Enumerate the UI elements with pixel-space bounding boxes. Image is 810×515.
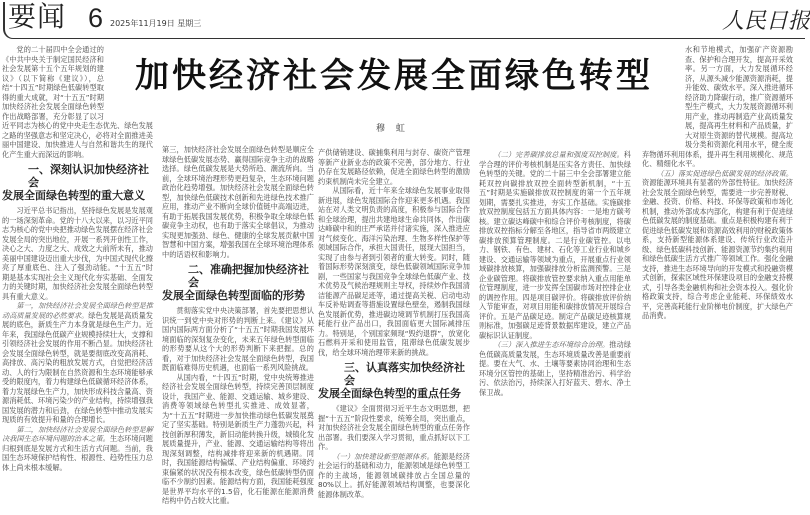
column-1 — [2, 45, 153, 472]
masthead-logo: 人民日报 — [722, 9, 810, 34]
paragraph: 《建议》全面贯彻习近平生态文明思想，把握“十五五”阶段性要求，统筹全局，突出重点，对加快经济社会发展全面绿色转型的重点任务作出部署。我们要深入学习贯彻，重点抓好以下工作。 — [318, 404, 470, 451]
page-number: 6 — [88, 3, 104, 33]
intro-paragraph: 党的二十届四中全会通过的《中共中央关于制定国民经济和社会发展第十五个五年规划的建议》（以下简称《建议》），总结“十四五”时期绿色低碳转型取得的重大成就，对“十五五”时期加快经济社会发展全面绿色转型作出战略部署，充分彰显了以习近平同志为核心的党中央走生态优先、绿色发展之路的坚强意志和坚定决心，必将对全面推进美丽中国建设、加快推进人与自然和谐共生的现代化产生重大而深远的影响。 — [2, 45, 153, 159]
article-title: 加快经济社会发展全面绿色转型 — [135, 56, 653, 96]
paragraph: 第一，加快经济社会发展全面绿色转型是推动高质量发展的必然要求。绿色发展是高质量发展的底色，新质生产力本身就是绿色生产力。近年来，我国绿色低碳产业规模持续壮大，支撑和引领经济社会发展的作用不断凸显。加快经济社会发展全面绿色转型，就是要彻底改变高消耗、高排放、高污染的粗放发展方式，自觉把经济活动、人的行为限制在自然资源和生态环境能够承受的限度内，着力构建绿色低碳循环经济体系，着力发展绿色生产力，加快形成科技含量高、资源消耗低、环境污染少的产业结构，持续增强我国发展的潜力和后劲，在绿色转型中推动发展实现质的有效提升和量的合理增长。 — [2, 301, 153, 424]
section-name: 要闻 — [8, 0, 67, 33]
paragraph: （五）落实促进绿色低碳发展的经济政策。资源能源环境具有显著的外部性特征。加快经济社会发展全面绿色转型，需要进一步完善财税、金融、投资、价格、科技、环保等政策和市场化机制，推动外部成本内部化，构建有利于促进绿色低碳发展的制度基础。重点是积极构建有利于促进绿色低碳发展和资源高效利用的财税政策体系，支持新型能源体系建设、传统行业改造升级、绿色低碳科技创新、能源资源节约集约利用和绿色低碳生活方式推广等领域工作。强化金融支持，推进生态环境导向的开发模式和投融资模式创新，探索区域性环保建设项目的金融支持模式，引导各类金融机构和社会资本投入。强化价格政策支持，综合考虑企业能耗、环保绩效水平，完善高耗能行业阶梯电价制度，扩大绿色产品消费。 — [642, 168, 793, 320]
paragraph: 产供储销建设、碳捕集利用与封存、碳资产管理等新产业新业态的政策不完善，部分地方、行业仍存在发展路径依赖，促进全面绿色转型的激励约束机制尚未完全建立。 — [318, 148, 470, 186]
paragraph: 贯彻落实党中央决策部署，首先要把思想认识统一到党中央对形势的判断上来。《建议》从国内国际两方面分析了“十五五”时期我国发展环境面临的深刻复杂变化，未来五年绿色转型面临的形势要从这个大的形势判断下来把握。总的看，对于加快经济社会发展全面绿色转型，我国既面临难得历史机遇，也面临一系列风险挑战。 — [162, 306, 314, 372]
paragraph: 水和节地模式，加强矿产资源勘查、保护和合理开发，提高开采效率。另一方面，大力发展循环经济，从源头减少能源资源消耗，提升能效、碳效水平。深入推进循环经济助力降碳行动，推广资源循环型生产模式，大力发展资源循环利用产业，推动再制造产业高质量发展，提高再生材料和产品质量，扩大对原生资源的替代规模。提高垃圾分类和资源化利用水平，健全废弃物循环利用体系，提升再生利用规模化、规范化、精细化水平。 — [642, 45, 793, 168]
paragraph: （二）完善碳排放总量和强度双控制度。科学合理的评价考核机制是压实各方责任、加快绿色转型的关键。党的二十届三中全会部署建立能耗双控向碳排放双控全面转型新机制，“十五五”时期是实施碳排放双控制度的第一个五年规划期，需要扎实推进，夯实工作基础。实施碳排放双控制度包括五方面具体内容：一是地方碳考核。建立碳达峰碳中和综合评价考核制度，将碳排放双控指标分解至各地区，指导省市两级建立碳排放预算管理制度。二是行业碳管控。以电力、钢铁、有色、建材、石化等工业行业和城乡建设、交通运输等领域为重点，开展重点行业领域碳排放核算，加强碳排放分析监测预警。三是企业碳管理。将碳排放管控要求纳入重点用能单位管理制度，进一步发挥全国碳市场对控排企业的调控作用。四是项目碳评价。将碳排放评价纳入节能审查，对项目用能和碳排放情况开展综合评价。五是产品碳足迹。制定产品碳足迹核算规则标准，加强碳足迹背景数据库建设，建立产品碳标识认证制度。 — [479, 150, 631, 340]
paragraph: （三）深入推进生态环境综合治理。推动绿色低碳高质量发展，生态环境质量改善是重要前提。要在大气、水、土壤等要素协同治理和生态环境分区管控的基础上，坚持精准治污、科学治污、依法治污，持续深入打好蓝天、碧水、净土保卫战。 — [479, 340, 631, 397]
paragraph: 第三，加快经济社会发展全面绿色转型是顺应全球绿色低碳发展态势、赢得国际竞争主动的战略选择。绿色低碳发展是大势所趋、潮流所向。当前，全球环境治理形势更趋复杂，生态环境问题政治化趋势增强。加快经济社会发展全面绿色转型，加快绿色低碳技术创新和先进绿色技术推广应用，推动产业不断向全球价值链中高端迈进，有助于拓展我国发展优势，积极争取全球绿色低碳竞争主动权，也有助于落实全球倡议，为推动实现更加强劲、绿色、健康的全球发展贡献中国智慧和中国方案，增强我国在全球环境治理体系中的话语权和影响力。 — [162, 145, 314, 259]
paragraph: 从国内看，“十四五”时期，党中央统筹推进经济社会发展全面绿色转型，持续完善顶层制度设计，我国产业、能源、交通运输、城乡建设、消费等领域绿色转型扎实推进、成效显著，为“十五五”时期进一步加快推动绿色低碳发展奠定了坚实基础。特别是新质生产力蓬勃兴起，科技创新厚积薄发，新旧动能转换升级，城镇化发展质量提升，产业、能源、交通运输结构等将出现深刻调整，结构减排将迎来新的机遇期。同时，我国能源结构偏煤、产业结构偏重、环境约束偏紧的状况没有根本改变，绿色低碳转型仍面临不少制约因素。能源结构方面，我国能耗强度是世界平均水平的1.5倍，化石能源在能源消费结构中仍占较大比重。 — [162, 372, 314, 505]
paragraph: 第二，加快经济社会发展全面绿色转型是解决我国生态环境问题的治本之策。生态环境问题归根到底是发展方式和生活方式问题。当前，我国生态环境保护结构性、根源性、趋势性压力总体上尚未根本缓解。 — [2, 424, 153, 472]
paragraph: 从国际看，近十年来全球绿色发展事业取得新进展，绿色发展国际合作迎来更多机遇。我国站在对人类文明负责的高度，积极参与国际合作和全球治理，提出共建地球生命共同体，作出碳达峰碳中和的庄严承诺并付诸实施，深入推进应对气候变化、海洋污染治理、生物多样性保护等领域国际合作，承担大国责任，展现大国担当，实现了由参与者到引领者的重大转变。同时，随着国际形势深刻演变，绿色低碳领域国际竞争加剧，一些国家与我国竞争全球绿色低碳产业、技术优势及气候治理规则主导权，持续炒作我国清洁能源产品碳足迹等，通过提高关税、启动电动车反补贴调查等措施设置绿色壁垒，遏制我国绿色发展新优势，推进碳边境调节机制打压我国高耗能行业产品出口，我国面临更大国际减排压力。特别是，个别国家频现“毁约退群”，放宽化石燃料开采和使用监管，阻滞绿色低碳发展步伐，给全球环境治理带来新的挑战。 — [318, 186, 470, 357]
section-heading-2: 二、准确把握加快经济社会 发展全面绿色转型面临的形势 — [162, 263, 309, 302]
section-heading-3: 三、认真落实加快经济社会 发展全面绿色转型的重点任务 — [318, 361, 465, 400]
column-5 — [642, 45, 793, 321]
issue-date: 2025年11月19日 星期三 — [110, 19, 202, 28]
paragraph: （一）加快建设新型能源体系。能源是经济社会运行的基础和动力，能源领域是绿色转型工作的主战场，能源领域碳排放占全国总量的80%以上。抓好能源领域结构调整，也要深化能源体制改革。 — [318, 451, 470, 499]
paragraph: 习近平总书记指出，坚持绿色发展是发展观的一场深刻革命。党的十八大以来，以习近平同志为核心的党中央把推动绿色发展摆在经济社会发展全局的突出地位，开展一系列开创性工作，决心之大、力度之大、成效之大前所未有，推动美丽中国建设迈出重大步伐，为中国式现代化擦亮了厚重底色、注入了强劲动能。“十五五”时期是基本实现社会主义现代化夯实基础、全面发力的关键时期，加快经济社会发展全面绿色转型具有重大意义。 — [2, 206, 153, 301]
column-4 — [479, 150, 631, 397]
column-2 — [162, 145, 314, 506]
section-heading-1: 一、深刻认识加快经济社会 发展全面绿色转型的重大意义 — [2, 163, 149, 202]
column-3 — [318, 148, 470, 499]
article-author: 穆 虹 — [376, 124, 409, 134]
